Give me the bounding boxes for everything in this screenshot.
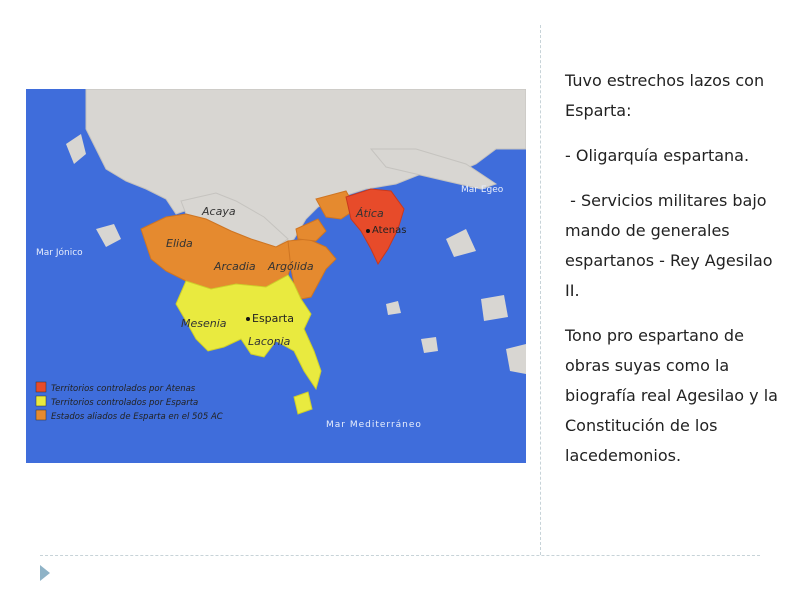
- label-mesenia: Mesenia: [181, 317, 227, 330]
- label-esparta: Esparta: [252, 312, 294, 325]
- horizontal-divider: [40, 555, 760, 556]
- text-paragraph-2: - Oligarquía espartana.: [565, 146, 750, 165]
- label-arcadia: Arcadia: [214, 260, 256, 273]
- legend-label-sparta: Territorios controlados por Esparta: [51, 398, 199, 408]
- label-elida: Elida: [166, 237, 193, 250]
- label-atica: Ática: [356, 207, 384, 220]
- vertical-divider: [540, 25, 541, 555]
- label-mar-egeo: Mar Egeo: [461, 185, 504, 195]
- legend-swatch-athens: [36, 382, 46, 392]
- text-paragraph-1: Tuvo estrechos lazos con Esparta:: [565, 71, 765, 120]
- map-graphic: [26, 89, 526, 463]
- legend-label-allies: Estados aliados de Esparta en el 505 AC: [51, 412, 223, 422]
- legend-swatch-allies: [36, 410, 46, 420]
- label-laconia: Laconia: [248, 335, 291, 348]
- greece-map: [26, 89, 526, 463]
- slide-bullet-arrow-icon: [40, 565, 50, 581]
- label-argolida: Argólida: [268, 260, 314, 273]
- slide-text-block: [565, 66, 780, 486]
- legend-label-athens: Territorios controlados por Atenas: [51, 384, 196, 394]
- label-acaya: Acaya: [202, 205, 236, 218]
- legend-swatch-sparta: [36, 396, 46, 406]
- text-paragraph-4: Tono pro espartano de obras suyas como la biografía real Agesilao y la Constitución de los lacedemonios.: [565, 326, 778, 465]
- map-legend: [36, 382, 223, 422]
- sparta-city-dot-icon: [246, 317, 250, 321]
- label-atenas: Atenas: [372, 225, 407, 236]
- label-mar-jonico: Mar Jónico: [36, 248, 83, 258]
- island-5: [421, 337, 438, 353]
- text-paragraph-3: - Servicios militares bajo mando de generales espartanos - Rey Agesilao II.: [565, 191, 778, 300]
- athens-city-dot-icon: [366, 229, 370, 233]
- island-3: [481, 295, 508, 321]
- label-mar-mediterraneo: Mar Mediterráneo: [326, 420, 422, 430]
